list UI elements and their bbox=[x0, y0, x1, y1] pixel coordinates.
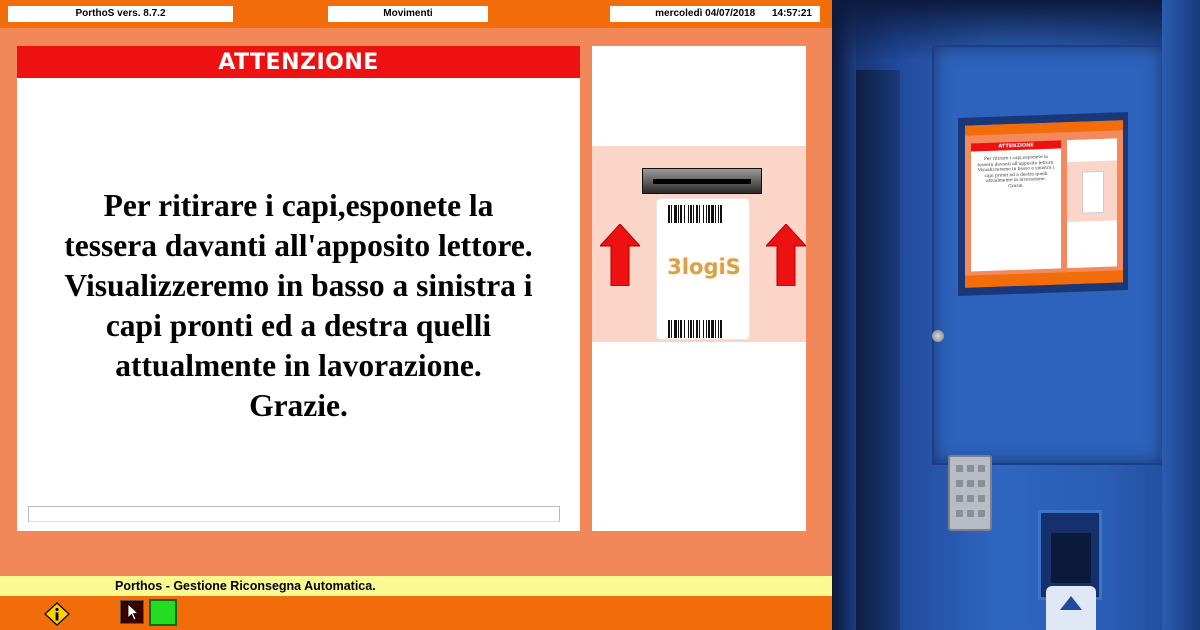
loyalty-card-icon bbox=[656, 198, 750, 340]
up-arrow-icon bbox=[766, 224, 806, 286]
up-arrow-icon bbox=[600, 224, 640, 286]
card-logo: 3logiS bbox=[667, 255, 741, 279]
photo-keypad bbox=[948, 455, 992, 531]
message-title: ATTENZIONE bbox=[17, 46, 580, 78]
section-title: Movimenti bbox=[328, 6, 488, 22]
date-time-display bbox=[610, 6, 820, 22]
message-panel bbox=[17, 46, 580, 531]
message-line: tessera davanti all'apposito lettore. bbox=[64, 228, 533, 263]
time-label: 14:57:21 bbox=[771, 8, 812, 19]
card-reader-illustration bbox=[592, 46, 806, 531]
barcode-icon bbox=[668, 205, 740, 223]
photo-kiosk-screen bbox=[965, 120, 1123, 288]
photo-screen-bezel bbox=[958, 112, 1128, 296]
message-line: Visualizzeremo in basso a sinistra i bbox=[64, 268, 533, 303]
photo-screen-title: ATTENZIONE bbox=[971, 140, 1061, 151]
kiosk-photo bbox=[832, 0, 1200, 630]
app-version-label: PorthoS vers. 8.7.2 bbox=[8, 6, 233, 22]
status-text: Porthos - Gestione Riconsegna Automatica. bbox=[115, 579, 376, 593]
photo-arrow-sign bbox=[1046, 586, 1096, 630]
card-slot-icon bbox=[642, 168, 762, 194]
info-icon[interactable] bbox=[44, 602, 70, 626]
illustration-band bbox=[592, 146, 806, 342]
message-line: capi pronti ed a destra quelli bbox=[105, 308, 492, 343]
date-label: mercoledì 04/07/2018 bbox=[655, 8, 756, 19]
message-line: Grazie. bbox=[249, 388, 348, 423]
bottom-bar bbox=[0, 596, 832, 630]
top-bar bbox=[0, 0, 832, 28]
photo-cabinet-edge bbox=[832, 0, 856, 630]
message-body bbox=[17, 186, 580, 426]
message-line: attualmente in lavorazione. bbox=[115, 348, 482, 383]
barcode-icon bbox=[668, 320, 740, 338]
pointer-icon[interactable] bbox=[120, 600, 144, 624]
photo-lock-icon bbox=[932, 330, 944, 342]
message-line: Per ritirare i capi,esponete la bbox=[103, 188, 494, 223]
photo-kiosk-door bbox=[932, 45, 1164, 465]
status-green-button[interactable] bbox=[149, 599, 177, 626]
photo-wall bbox=[1162, 0, 1200, 630]
photo-screen-text: Per ritirare i capi,esponete la tessera davanti all'apposito lettore. Visualizzeremo in basso a sinistra i capi pronti ed a destra quelli attualmente in lavorazione. Grazie. bbox=[977, 154, 1055, 190]
photo-cabinet-recess bbox=[856, 70, 900, 630]
progress-bar bbox=[28, 506, 560, 522]
status-strip bbox=[0, 576, 832, 596]
